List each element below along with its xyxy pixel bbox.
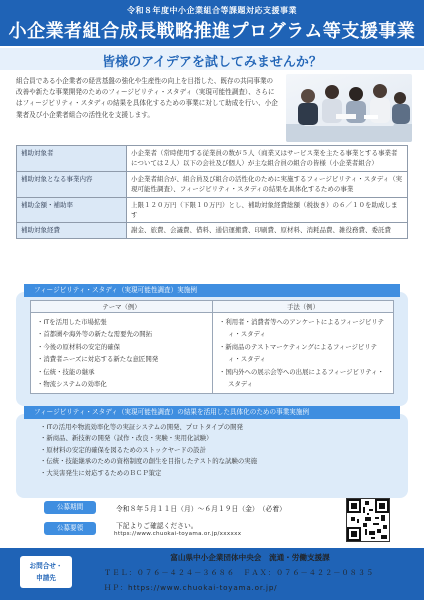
tagline: 皆様のアイデアを試してみませんか？ xyxy=(102,55,322,70)
table-row xyxy=(17,171,408,197)
row-value: 謝金、旅費、会議費、借料、通信運搬費、印刷費、原材料、消耗品費、雑役務費、委託費 xyxy=(127,223,408,238)
contact-phone-fax: ＴＥＬ：０７６－４２４－３６８６ ＦＡＸ：０７６－４２２－０８３５ xyxy=(104,568,375,577)
list-item: ・伝統・技能の継承 xyxy=(37,367,95,376)
list-item: ・消費者ニーズに対応する新たな意匠開発 xyxy=(37,355,159,364)
contact-label-line-1: お問合せ・ xyxy=(29,562,63,570)
contact-label-line-2: 申請先 xyxy=(36,574,56,582)
row-label: 補助対象となる事業内容 xyxy=(17,171,127,197)
column-header-method: 手法（例） xyxy=(213,301,394,313)
table-row xyxy=(17,146,408,172)
header-banner xyxy=(0,0,424,46)
list-item: ・大災害発生に対応するためのＢＣＰ策定 xyxy=(40,468,162,477)
list-item: ・ITの活用や物流効率化等の実証システムの開発、プロトタイプの開発 xyxy=(40,423,243,431)
intro-paragraph: 組合員である小企業者の経営基盤の強化や生産性の向上を目指した、既存の共同事業の改善や新たな事業開発のためのフィージビリティ・スタディ（実現可能性調査）、さらにはフィージビリティ・スタディの結果を具体化するための事業に対して助成を行い、小企業者及び小企業者組合の活性化を支援します。 xyxy=(16,77,278,119)
examples-table xyxy=(30,300,394,394)
row-value: 小企業者組合が、組合員及び組合の活性化のために実施するフィージビリティ・スタディ（実現可能性調査）、フィージビリティ・スタディの結果を具体化するための事業 xyxy=(127,171,408,197)
table-header-row xyxy=(31,301,394,313)
guide-text: 下記よりご確認ください。 xyxy=(116,522,198,530)
contact-label-box xyxy=(20,556,72,588)
meeting-photo xyxy=(286,74,412,142)
guide-link[interactable]: https://www.chuokai-toyama.or.jp/xxxxxx xyxy=(114,531,242,537)
page-title: 小企業者組合成長戦略推進プログラム等支援事業 xyxy=(8,21,416,42)
row-label: 補助対象経費 xyxy=(17,223,127,238)
section-heading-fs-examples: フィージビリティ・スタディ（実現可能性調査）実施例 xyxy=(24,284,400,297)
list-item: ・国内外への展示会等への出展によるフィージビリティ・スタディ xyxy=(219,367,384,389)
row-label: 補助対象者 xyxy=(17,146,127,172)
meeting-illustration-icon xyxy=(286,74,412,142)
tagline-band xyxy=(0,48,424,70)
list-item: ・ITを活用した市場拡張 xyxy=(37,318,107,326)
contact-organization: 富山県中小企業団体中央会 流通・労働支援課 xyxy=(170,553,330,562)
period-badge: 公募期間 xyxy=(44,501,96,514)
table-row xyxy=(31,313,394,394)
header-subtitle: 令和８年度中小企業組合等課題対応支援事業 xyxy=(127,6,297,15)
section-heading-project-examples: フィージビリティ・スタディ（実現可能性調査）の結果を活用した具体化のための事業実施例 xyxy=(24,406,400,419)
row-label: 補助金額・補助率 xyxy=(17,197,127,223)
list-item: ・首都圏や海外等の新たな需要先の開拓 xyxy=(37,330,153,339)
info-table xyxy=(16,145,408,239)
table-row xyxy=(17,197,408,223)
method-list xyxy=(213,313,394,394)
theme-list xyxy=(31,313,213,394)
table-row xyxy=(17,223,408,238)
guide-badge: 公募要領 xyxy=(44,522,96,535)
list-item: ・利用者・消費者等へのアンケートによるフィージビリティ・スタディ xyxy=(219,318,385,339)
column-header-theme: テーマ（例） xyxy=(31,301,213,313)
qr-code-icon[interactable] xyxy=(346,498,390,542)
row-value: 上限１２０万円（下限１０万円）とし、補助対象経費総額（税抜き）の６／１０を助成します xyxy=(127,197,408,223)
list-item: ・物流システムの効率化 xyxy=(37,380,107,389)
project-examples-list xyxy=(40,422,400,479)
list-item: ・新商品、新技術の開発（試作・改良・実験・実用化試験） xyxy=(40,434,213,443)
list-item: ・新商品のテストマーケティングによるフィージビリティ・スタディ xyxy=(219,342,377,364)
list-item: ・今後の原材料の安定的確保 xyxy=(37,342,121,351)
contact-homepage-link[interactable]: ＨＰ：https://www.chuokai-toyama.or.jp/ xyxy=(104,583,278,592)
list-item: ・原材料の安定的確保を図るためのストックヤードの設計 xyxy=(40,445,206,454)
list-item: ・伝統・技能継承のための資格制度の創生を目指したテスト的な試験の実施 xyxy=(40,457,258,466)
row-value: 小企業者（常時使用する従業員の数が５人（商業又はサービス業を主たる事業とする事業者については２人）以下の会社及び個人）が主な組合員の組合の皆様（小企業者組合） xyxy=(127,146,408,172)
period-dates: 令和８年５月１１日（月）～６月１９日（金） （必着） xyxy=(116,505,286,513)
